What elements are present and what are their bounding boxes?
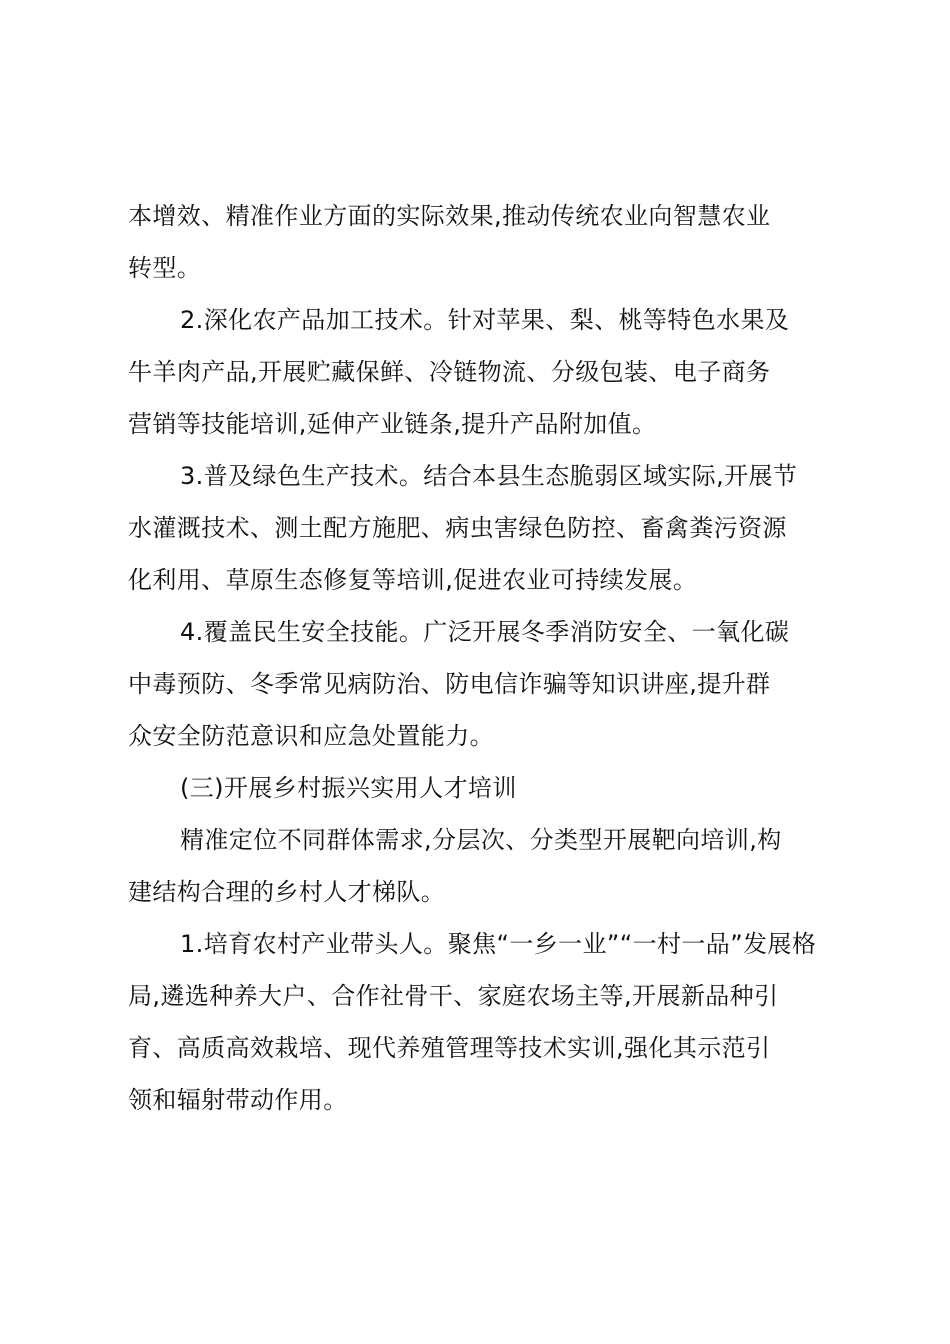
text-line: 转型。 — [128, 254, 202, 282]
text-line: 局,遴选种养大户、合作社骨干、家庭农场主等,开展新品种引 — [128, 982, 779, 1010]
text-line: 中毒预防、冬季常见病防治、防电信诈骗等知识讲座,提升群 — [128, 670, 771, 698]
paragraph-continuation — [128, 190, 828, 294]
text-line: 领和辐射带动作用。 — [128, 1086, 348, 1114]
text-line: 水灌溉技术、测土配方施肥、病虫害绿色防控、畜禽粪污资源 — [128, 514, 787, 542]
paragraph-item-4 — [128, 606, 828, 762]
text-line: 本增效、精准作业方面的实际效果,推动传统农业向智慧农业 — [128, 202, 771, 230]
text-line: 营销等技能培训,延伸产业链条,提升产品附加值。 — [128, 410, 657, 438]
section-heading — [128, 762, 828, 814]
text-line: 精准定位不同群体需求,分层次、分类型开展靶向培训,构 — [180, 826, 782, 854]
paragraph-intro — [128, 814, 828, 918]
text-line: 4.覆盖民生安全技能。广泛开展冬季消防安全、一氧化碳 — [180, 618, 790, 646]
text-line: 育、高质高效栽培、现代养殖管理等技术实训,强化其示范引 — [128, 1034, 771, 1062]
paragraph-item-1 — [128, 918, 828, 1126]
paragraph-item-3 — [128, 450, 828, 606]
text-line: 3.普及绿色生产技术。结合本县生态脆弱区域实际,开展节 — [180, 462, 798, 490]
text-line: 化利用、草原生态修复等培训,促进农业可持续发展。 — [128, 566, 698, 594]
text-line: 1.培育农村产业带头人。聚焦“一乡一业”“一村一品”发展格 — [180, 930, 817, 958]
text-line: 建结构合理的乡村人才梯队。 — [128, 878, 446, 906]
document-body — [128, 190, 828, 1126]
text-line: 众安全防范意识和应急处置能力。 — [128, 722, 494, 750]
paragraph-item-2 — [128, 294, 828, 450]
text-line: 牛羊肉产品,开展贮藏保鲜、冷链物流、分级包装、电子商务 — [128, 358, 771, 386]
text-line: 2.深化农产品加工技术。针对苹果、梨、桃等特色水果及 — [180, 306, 790, 334]
text-line: (三)开展乡村振兴实用人才培训 — [180, 774, 517, 802]
